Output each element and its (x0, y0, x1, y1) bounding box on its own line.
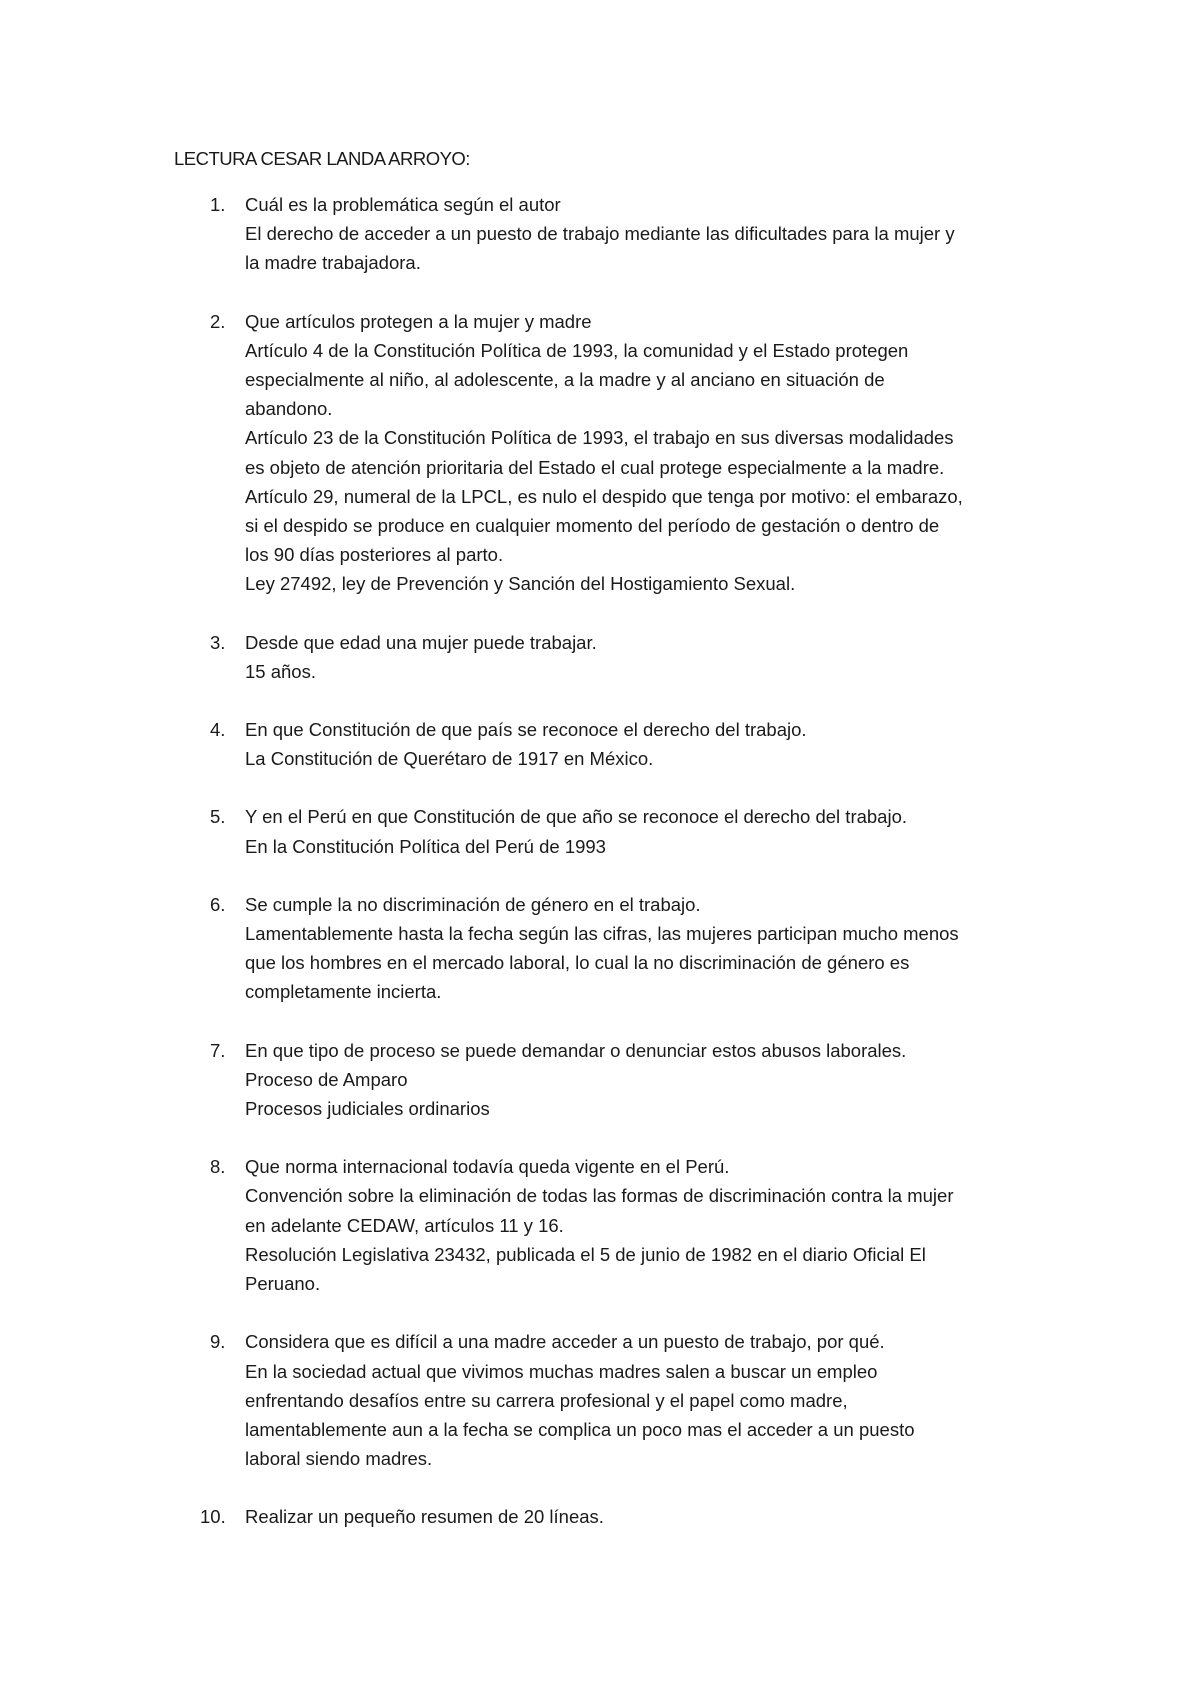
question-text: Se cumple la no discriminación de género en el trabajo. (245, 893, 701, 915)
item-number: 8. (210, 1156, 226, 1178)
list-item-5 (174, 802, 1074, 860)
answer-text: Proceso de Amparo Procesos judiciales ordinarios (245, 1068, 490, 1120)
item-number: 5. (210, 806, 226, 828)
question-text: Realizar un pequeño resumen de 20 líneas. (245, 1506, 604, 1528)
document-title: LECTURA CESAR LANDA ARROYO: (174, 148, 470, 169)
question-list (174, 190, 1074, 1561)
list-item-9 (174, 1327, 1074, 1473)
question-text: En que Constitución de que país se reconoce el derecho del trabajo. (245, 719, 807, 741)
answer-text: Lamentablemente hasta la fecha según las cifras, las mujeres participan mucho menos que los hombres en el mercado laboral, lo cual la no discriminación de género es completamente incierta. (245, 923, 959, 1003)
list-item-3 (174, 628, 1074, 686)
item-number: 7. (210, 1039, 226, 1061)
list-item-7 (174, 1036, 1074, 1124)
question-text: En que tipo de proceso se puede demandar o denunciar estos abusos laborales. (245, 1039, 907, 1061)
answer-text: Convención sobre la eliminación de todas las formas de discriminación contra la mujer en adelante CEDAW, artículos 11 y 16. Resolución Legislativa 23432, publicada el 5 de junio de 1982 en el diario Oficial El Peruano. (245, 1185, 954, 1295)
list-item-8 (174, 1152, 1074, 1298)
answer-text: En la Constitución Política del Perú de 1993 (245, 835, 606, 857)
question-text: Que artículos protegen a la mujer y madre (245, 310, 592, 332)
answer-text: El derecho de acceder a un puesto de trabajo mediante las dificultades para la mujer y la madre trabajadora. (245, 223, 955, 274)
item-number: 2. (210, 310, 226, 332)
question-text: Considera que es difícil a una madre acceder a un puesto de trabajo, por qué. (245, 1331, 885, 1353)
question-text: Y en el Perú en que Constitución de que año se reconoce el derecho del trabajo. (245, 806, 908, 828)
question-text: Cuál es la problemática según el autor (245, 194, 561, 215)
item-number: 9. (210, 1331, 226, 1353)
answer-text: En la sociedad actual que vivimos muchas madres salen a buscar un empleo enfrentando desafíos entre su carrera profesional y el papel como madre, lamentablemente aun a la fecha se complica un poco mas el acceder a un puesto laboral siendo madres. (245, 1360, 915, 1470)
item-number: 3. (210, 631, 226, 653)
item-number: 1. (210, 194, 226, 215)
question-text: Desde que edad una mujer puede trabajar. (245, 631, 597, 653)
answer-text: La Constitución de Querétaro de 1917 en México. (245, 748, 654, 770)
list-item-4 (174, 715, 1074, 773)
list-item-6 (174, 890, 1074, 1007)
question-text: Que norma internacional todavía queda vigente en el Perú. (245, 1156, 730, 1178)
item-number: 6. (210, 893, 226, 915)
answer-text: Artículo 4 de la Constitución Política de 1993, la comunidad y el Estado protegen especialmente al niño, al adolescente, a la madre y al anciano en situación de abandono. Artículo 23 de la Constitución Política de 1993, el trabajo en sus diversas modalidades es objeto de atención prioritaria del Estado el cual protege especialmente a la madre. Artículo 29, numeral de la LPCL, es nulo el despido que tenga por motivo: el embarazo, si el despido se produce en cualquier momento del período de gestación o dentro de los 90 días posteriores al parto. Ley 27492, ley de Prevención y Sanción del Hostigamiento Sexual. (245, 339, 963, 595)
item-number: 10. (200, 1506, 226, 1528)
answer-text: 15 años. (245, 660, 316, 682)
list-item-2 (174, 307, 1074, 599)
list-item-1 (174, 190, 1074, 278)
item-number: 4. (210, 719, 226, 741)
list-item-10 (174, 1502, 1074, 1531)
